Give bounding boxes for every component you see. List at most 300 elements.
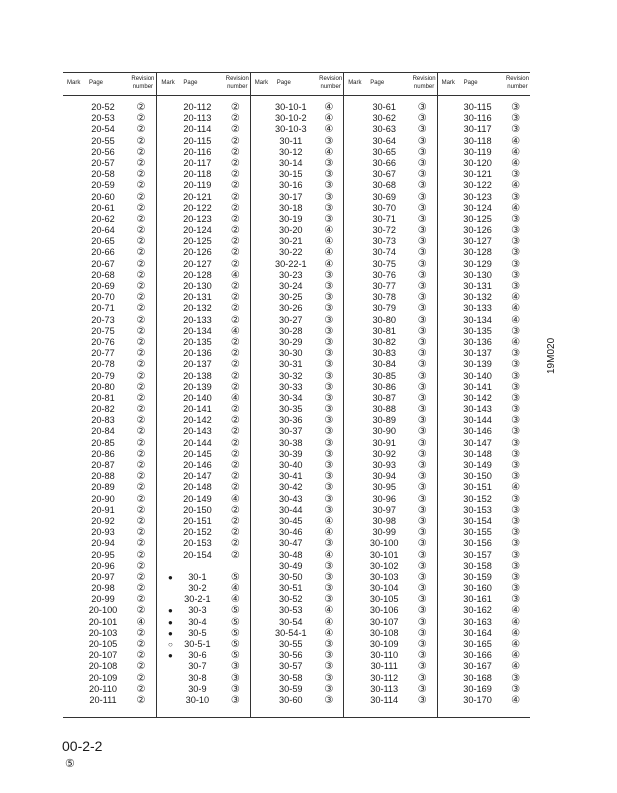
table-row: [63, 247, 156, 258]
column-rows: [63, 102, 156, 706]
table-row: [157, 661, 250, 672]
row-page: 20-53: [91, 113, 115, 124]
row-page: 30-38: [279, 437, 303, 448]
table-row: [157, 561, 250, 572]
table-row: [157, 281, 250, 292]
row-revision: ③: [324, 504, 334, 516]
row-page: 30-131: [463, 281, 492, 291]
revision-table: [63, 72, 530, 718]
table-row: [63, 471, 156, 482]
table-row: [344, 281, 437, 292]
row-revision: ②: [230, 303, 240, 315]
row-page: 20-52: [91, 102, 115, 112]
row-revision: ③: [417, 314, 427, 326]
table-row: [63, 225, 156, 236]
table-row: [438, 605, 531, 616]
table-row: [251, 639, 344, 650]
row-page: 30-113: [370, 683, 399, 694]
header-revision-line2: number: [132, 84, 154, 90]
row-revision: ③: [511, 515, 521, 527]
row-revision: ③: [324, 415, 334, 427]
row-revision: ③: [324, 583, 334, 595]
row-page: 30-39: [279, 448, 303, 459]
row-page: 30-152: [463, 493, 492, 504]
header-revision-number: [319, 75, 342, 91]
header-revision-line2: number: [227, 84, 248, 90]
row-page: 30-3: [188, 605, 207, 616]
row-page: 20-114: [183, 124, 212, 135]
table-row: [344, 236, 437, 247]
row-revision: ③: [417, 404, 427, 416]
table-row: [438, 661, 531, 672]
table-row: [251, 359, 344, 370]
row-page: 30-101: [369, 549, 399, 560]
table-row: [251, 695, 344, 706]
row-revision: ③: [417, 135, 427, 147]
row-revision: ②: [136, 415, 146, 427]
row-revision: ②: [136, 113, 146, 125]
table-row: [344, 527, 437, 538]
table-row: [251, 684, 344, 695]
table-row: [157, 136, 250, 147]
row-page: 20-115: [183, 135, 212, 146]
table-row: [157, 673, 250, 684]
table-row: [251, 650, 344, 661]
table-row: [438, 494, 531, 505]
table-row: [63, 371, 156, 382]
row-page: 30-83: [372, 348, 396, 359]
row-page: 30-129: [463, 258, 492, 269]
table-row: [157, 371, 250, 382]
row-revision: ④: [324, 515, 334, 527]
row-revision: ②: [136, 515, 146, 527]
row-page: 30-155: [463, 527, 492, 538]
row-page: 30-16: [279, 180, 303, 191]
table-row: [438, 225, 531, 236]
table-row: [63, 482, 156, 493]
row-page: 30-57: [279, 661, 303, 672]
row-page: 20-122: [183, 202, 212, 213]
column-header: [438, 73, 531, 95]
row-revision: ②: [136, 639, 146, 650]
row-page: 30-156: [463, 538, 492, 549]
row-revision: ③: [324, 639, 334, 650]
row-page: 20-85: [91, 437, 115, 448]
row-page: 30-20: [279, 225, 303, 236]
row-revision: ②: [230, 258, 240, 270]
row-page: 30-67: [372, 169, 396, 180]
row-page: 20-96: [91, 560, 115, 571]
row-page: 20-153: [183, 538, 212, 549]
row-revision: ②: [230, 202, 240, 214]
row-page: 30-163: [463, 616, 492, 627]
row-page: 30-102: [369, 560, 399, 571]
row-revision: ③: [324, 404, 334, 416]
table-row: [251, 561, 344, 572]
row-page: 30-82: [372, 336, 396, 347]
table-row: [251, 494, 344, 505]
row-mark: ●: [167, 617, 173, 627]
table-row: [344, 371, 437, 382]
row-revision: ④: [511, 616, 521, 628]
row-page: 30-85: [372, 370, 396, 381]
table-row: [344, 326, 437, 337]
row-revision: ②: [136, 202, 146, 214]
table-row: [157, 247, 250, 258]
row-revision: ③: [324, 135, 334, 147]
table-row: [438, 449, 531, 460]
row-page: 30-112: [370, 672, 399, 683]
row-page: 30-125: [463, 213, 492, 224]
row-revision: ④: [324, 616, 334, 628]
row-page: 20-69: [91, 281, 115, 291]
row-page: 30-63: [372, 124, 396, 135]
table-row: [251, 158, 344, 169]
row-revision: ③: [511, 538, 521, 550]
row-revision: ④: [230, 594, 240, 606]
table-row: [157, 449, 250, 460]
row-revision: ③: [417, 336, 427, 348]
table-row: [438, 180, 531, 191]
table-row: [251, 259, 344, 270]
row-page: 30-110: [370, 650, 399, 661]
row-page: 30-60: [279, 694, 303, 705]
row-page: 30-7: [188, 661, 207, 672]
row-revision: ③: [417, 124, 427, 136]
table-row: [344, 605, 437, 616]
row-revision: ⑤: [230, 639, 240, 650]
row-revision: ③: [324, 471, 334, 483]
row-revision: ③: [511, 560, 521, 572]
table-row: [63, 438, 156, 449]
row-revision: ③: [417, 292, 427, 304]
row-page: 30-1: [188, 571, 207, 582]
table-row: [344, 259, 437, 270]
header-revision-line2: number: [413, 84, 435, 90]
row-revision: ②: [136, 571, 146, 583]
table-row: [438, 214, 531, 225]
table-row: [438, 695, 531, 706]
row-revision: ②: [136, 560, 146, 572]
row-page: 30-15: [279, 169, 303, 180]
row-page: 20-124: [183, 225, 212, 236]
table-row: [438, 169, 531, 180]
row-revision: ③: [324, 348, 334, 360]
table-row: [344, 684, 437, 695]
table-row: [157, 617, 250, 628]
table-row: [63, 393, 156, 404]
row-page: 30-166: [463, 650, 492, 661]
row-page: 20-91: [91, 504, 115, 515]
row-page: 30-25: [279, 292, 303, 303]
row-page: 30-76: [372, 269, 396, 280]
row-page: 30-95: [372, 482, 396, 493]
table-row: [251, 326, 344, 337]
row-page: 30-32: [279, 370, 303, 381]
row-revision: ③: [417, 650, 427, 662]
row-page: 20-149: [183, 493, 212, 504]
header-revision-line1: Revision: [505, 76, 529, 82]
table-row: [344, 247, 437, 258]
row-revision: ②: [136, 504, 146, 516]
row-revision: ③: [417, 661, 427, 673]
row-page: 30-70: [372, 202, 396, 213]
table-row: [344, 136, 437, 147]
table-row: [251, 594, 344, 605]
table-row: [251, 438, 344, 449]
row-page: 30-91: [372, 437, 396, 448]
row-revision: ③: [511, 348, 521, 360]
row-revision: ③: [511, 124, 521, 136]
row-page: 30-78: [372, 292, 396, 303]
row-revision: ③: [324, 381, 334, 393]
row-page: 20-70: [91, 292, 115, 303]
table-row: [251, 661, 344, 672]
row-page: 30-126: [463, 225, 492, 236]
row-page: 30-52: [279, 594, 303, 605]
row-page: 30-84: [372, 359, 396, 370]
row-revision: ②: [136, 448, 146, 460]
row-revision: ③: [417, 616, 427, 628]
table-row: [63, 158, 156, 169]
row-page: 30-47: [279, 538, 303, 549]
table-row: [251, 214, 344, 225]
row-page: 20-90: [91, 493, 115, 504]
table-row: [63, 203, 156, 214]
row-page: 20-88: [91, 471, 115, 482]
table-row: [344, 494, 437, 505]
table-row: [251, 516, 344, 527]
row-page: 20-128: [183, 269, 212, 280]
row-page: 30-21: [279, 236, 303, 247]
table-row: [344, 482, 437, 493]
row-page: 30-165: [463, 639, 492, 649]
row-page: 20-123: [183, 213, 212, 224]
row-page: 30-120: [463, 157, 492, 168]
table-row: [438, 583, 531, 594]
table-row: [157, 169, 250, 180]
table-row: [63, 426, 156, 437]
row-revision: ③: [417, 157, 427, 169]
table-row: [157, 650, 250, 661]
row-page: 30-96: [372, 493, 396, 504]
table-row: [344, 617, 437, 628]
row-revision: ③: [417, 146, 427, 158]
header-revision-line1: Revision: [225, 76, 249, 82]
table-row: [63, 147, 156, 158]
row-page: 30-100: [369, 538, 399, 549]
document-id: 19M020: [546, 337, 557, 374]
row-revision: ②: [136, 493, 146, 505]
row-revision: ②: [230, 247, 240, 259]
header-mark: Mark: [441, 80, 455, 86]
revision-column: [156, 73, 250, 717]
table-row: [438, 203, 531, 214]
row-revision: ②: [136, 594, 146, 606]
row-revision: ②: [136, 426, 146, 438]
row-revision: ②: [230, 169, 240, 181]
row-page: 20-147: [183, 471, 212, 482]
header-revision-number: [413, 75, 436, 91]
row-revision: ③: [511, 683, 521, 695]
row-revision: ④: [511, 605, 521, 617]
table-row: [251, 382, 344, 393]
table-row: [251, 605, 344, 616]
row-page: 30-18: [279, 202, 303, 213]
table-row: [438, 371, 531, 382]
row-revision: ③: [324, 336, 334, 348]
row-revision: ④: [511, 639, 521, 650]
row-revision: ②: [136, 370, 146, 382]
row-revision: ③: [230, 672, 240, 684]
row-page: 30-31: [279, 359, 303, 370]
table-row: [63, 684, 156, 695]
table-row: [157, 214, 250, 225]
table-row: [63, 180, 156, 191]
row-revision: ③: [511, 213, 521, 225]
table-row: [344, 169, 437, 180]
row-page: 30-10-3: [274, 124, 307, 135]
table-row: [344, 303, 437, 314]
row-page: 20-75: [91, 325, 115, 336]
row-revision: ③: [417, 448, 427, 460]
row-revision: ④: [324, 247, 334, 259]
row-page: 30-94: [372, 471, 396, 482]
row-revision: ④: [511, 650, 521, 662]
table-row: [63, 538, 156, 549]
row-revision: ②: [136, 460, 146, 471]
table-row: [438, 158, 531, 169]
row-revision: ②: [136, 661, 146, 673]
table-row: [63, 650, 156, 661]
table-row: [251, 270, 344, 281]
row-revision: ④: [324, 236, 334, 248]
row-revision: ④: [324, 113, 334, 125]
table-row: [63, 270, 156, 281]
table-row: [157, 583, 250, 594]
row-revision: ③: [417, 348, 427, 360]
table-row: [251, 315, 344, 326]
table-row: [63, 124, 156, 135]
row-revision: ③: [511, 359, 521, 371]
row-page: 30-77: [372, 281, 396, 291]
row-page: 30-14: [279, 157, 303, 168]
table-row: [157, 482, 250, 493]
table-row: [438, 359, 531, 370]
column-header: [344, 73, 437, 95]
table-row: [251, 426, 344, 437]
row-page: 30-167: [463, 661, 492, 672]
row-page: 20-127: [183, 258, 212, 269]
row-revision: ②: [136, 404, 146, 416]
table-row: [438, 673, 531, 684]
row-page: 20-58: [91, 169, 115, 180]
row-page: 30-10-1: [274, 102, 307, 112]
table-row: [344, 292, 437, 303]
row-revision: ②: [136, 437, 146, 449]
row-revision: ③: [417, 549, 427, 561]
table-row: [344, 158, 437, 169]
table-row: [251, 124, 344, 135]
table-row: [251, 203, 344, 214]
table-row: [157, 684, 250, 695]
table-row: [63, 449, 156, 460]
row-page: 20-150: [183, 504, 212, 515]
row-page: 20-56: [91, 146, 115, 157]
row-revision: ②: [136, 683, 146, 695]
row-revision: ③: [324, 213, 334, 225]
row-page: 30-98: [372, 515, 396, 526]
table-row: [157, 236, 250, 247]
table-row: [344, 538, 437, 549]
row-revision: ④: [511, 292, 521, 304]
row-page: 30-142: [463, 392, 492, 403]
row-revision: ③: [324, 683, 334, 695]
row-revision: ③: [324, 493, 334, 505]
table-row: [63, 605, 156, 616]
row-page: 30-116: [463, 113, 492, 124]
row-page: 30-160: [463, 583, 492, 594]
table-row: [63, 527, 156, 538]
row-page: 20-78: [91, 359, 115, 370]
column-header: [157, 73, 250, 95]
row-revision: ③: [324, 571, 334, 583]
row-page: 30-71: [372, 213, 396, 224]
row-revision: ③: [511, 102, 521, 113]
table-row: [438, 404, 531, 415]
table-row: [157, 203, 250, 214]
row-revision: ③: [324, 392, 334, 404]
row-page: 30-46: [279, 527, 303, 538]
table-row: [438, 628, 531, 639]
row-revision: ②: [136, 650, 146, 662]
row-revision: ③: [511, 549, 521, 561]
row-page: 20-142: [183, 415, 212, 426]
table-row: [344, 214, 437, 225]
table-row: [63, 661, 156, 672]
row-revision: ②: [136, 325, 146, 337]
table-row: [344, 695, 437, 706]
table-row: [438, 415, 531, 426]
table-row: [63, 192, 156, 203]
row-page: 20-81: [91, 392, 115, 403]
row-page: 20-94: [91, 538, 115, 549]
table-row: [438, 460, 531, 471]
row-revision: ④: [230, 269, 240, 281]
row-page: 20-68: [91, 269, 115, 280]
row-revision: ②: [136, 191, 146, 203]
row-revision: ④: [511, 627, 521, 639]
row-page: 30-61: [372, 102, 396, 112]
row-revision: ③: [511, 325, 521, 337]
header-mark: Mark: [254, 80, 269, 86]
row-revision: ②: [136, 336, 146, 348]
table-row: [251, 550, 344, 561]
table-row: [438, 505, 531, 516]
row-page: 30-35: [279, 404, 303, 415]
row-page: 30-8: [188, 672, 207, 683]
table-row: [251, 460, 344, 471]
table-row: [157, 550, 250, 561]
row-page: 30-117: [463, 124, 492, 135]
row-revision: ④: [324, 225, 334, 237]
row-revision: ③: [417, 258, 427, 270]
row-revision: ③: [417, 471, 427, 483]
row-page: 30-51: [279, 583, 303, 594]
table-row: [63, 572, 156, 583]
table-row: [438, 550, 531, 561]
row-page: 30-99: [372, 527, 396, 538]
